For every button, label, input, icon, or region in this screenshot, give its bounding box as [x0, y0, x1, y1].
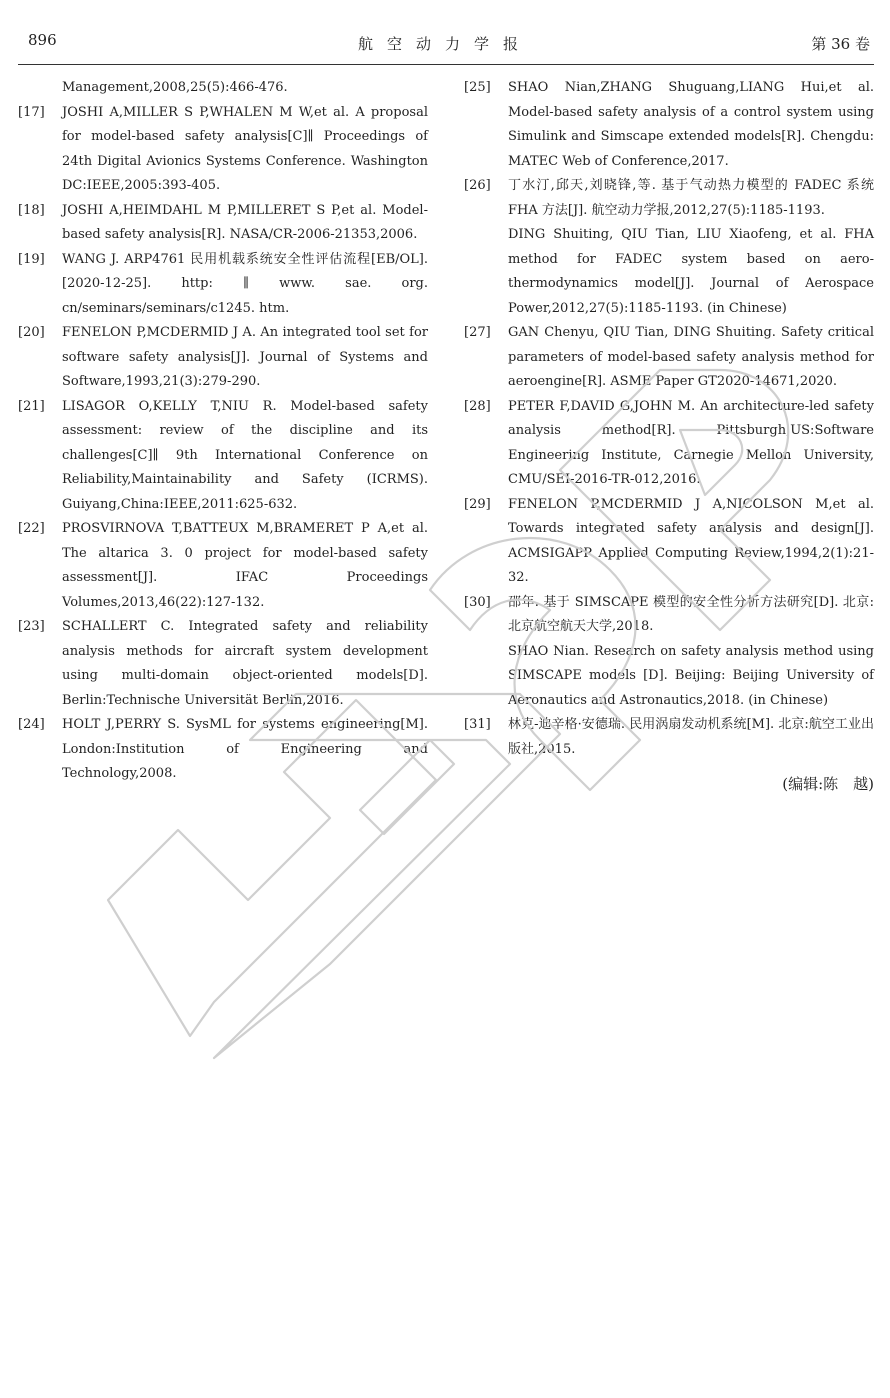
reference-text: PETER F,DAVID G,JOHN M. An architecture-led safety analysis method[R]. Pittsburgh,US:Software Engineering Institute, Carnegie Mellon University, CMU/SEI-2016-TR-012,2016.: [508, 398, 874, 487]
reference-translation: SHAO Nian. Research on safety analysis method using SIMSCAPE models [D]. Beijing: Beijing University of Aeronautics and Astronautics,2018. (in Chinese): [508, 643, 874, 708]
reference-number: [18]: [18, 202, 45, 218]
reference-24: [18, 713, 428, 787]
reference-29: [464, 493, 874, 591]
reference-text: LISAGOR O,KELLY T,NIU R. Model-based safety assessment: review of the discipline and its challenges[C]∥ 9th International Conference on Reliability,Maintainability and Safety (ICRMS). Guiyang,China:IEEE,2011:625-632.: [62, 398, 428, 512]
reference-17: [18, 101, 428, 199]
reference-22: [18, 517, 428, 615]
header-rule: [18, 64, 874, 65]
reference-text: FENELON P,MCDERMID J A,NICOLSON M,et al. Towards integrated safety analysis and design[J]. ACMSIGAPP Applied Computing Review,1994,2(1):21-32.: [508, 496, 874, 585]
reference-20: [18, 321, 428, 395]
left-reference-column: [18, 76, 428, 787]
reference-28: [464, 395, 874, 493]
reference-26: [464, 174, 874, 321]
reference-18: [18, 199, 428, 248]
reference-text: JOSHI A,HEIMDAHL M P,MILLERET S P,et al. Model-based safety analysis[R]. NASA/CR-2006-21353,2006.: [62, 202, 428, 242]
reference-27: [464, 321, 874, 395]
reference-text: WANG J. ARP4761 民用机载系统安全性评估流程[EB/OL]. [2020-12-25]. http: ∥ www. sae. org. cn/seminars/seminars/c1245. htm.: [62, 251, 428, 316]
journal-title: 航空动力学报: [357, 35, 532, 53]
reference-number: [29]: [464, 496, 491, 512]
reference-text: SHAO Nian,ZHANG Shuguang,LIANG Hui,et al. Model-based safety analysis of a control system using Simulink and Simscape extended models[R]. Chengdu: MATEC Web of Conference,2017.: [508, 80, 874, 169]
reference-25: [464, 76, 874, 174]
reference-text: FENELON P,MCDERMID J A. An integrated tool set for software safety analysis[J]. Journal of Systems and Software,1993,21(3):279-290.: [62, 325, 428, 389]
reference-text: 丁水汀,邱天,刘晓锋,等. 基于气动热力模型的 FADEC 系统 FHA 方法[J]. 航空动力学报,2012,27(5):1185-1193.: [508, 178, 874, 218]
reference-31: [464, 713, 874, 762]
editor-note: (编辑:陈 越): [782, 775, 874, 793]
reference-number: [17]: [18, 104, 45, 120]
reference-number: [21]: [18, 398, 45, 414]
reference-19: [18, 248, 428, 322]
page-header: [0, 0, 890, 66]
reference-text: GAN Chenyu, QIU Tian, DING Shuiting. Safety critical parameters of model-based safety analysis method for aeroengine[R]. ASME Paper GT2020-14671,2020.: [508, 325, 874, 389]
right-reference-column: [464, 76, 874, 797]
reference-number: [22]: [18, 521, 45, 536]
reference-text: JOSHI A,MILLER S P,WHALEN M W,et al. A proposal for model-based safety analysis[C]∥ Proceedings of 24th Digital Avionics Systems Conference. Washington DC:IEEE,2005:393-405.: [62, 104, 428, 193]
reference-translation: DING Shuiting, QIU Tian, LIU Xiaofeng, et al. FHA method for FADEC system based on aero-thermodynamics model[J]. Journal of Aerospace Power,2012,27(5):1185-1193. (in Chinese): [508, 227, 874, 316]
reference-text: PROSVIRNOVA T,BATTEUX M,BRAMERET P A,et al. The altarica 3. 0 project for model-based safety assessment[J]. IFAC Proceedings Volumes,2013,46(22):127-132.: [62, 521, 428, 610]
reference-number: [28]: [464, 398, 491, 414]
reference-text: 邵年. 基于 SIMSCAPE 模型的安全性分析方法研究[D]. 北京:北京航空航天大学,2018.: [508, 594, 874, 634]
reference-number: [25]: [464, 80, 491, 95]
reference-number: [27]: [464, 325, 491, 340]
reference-number: [31]: [464, 717, 491, 732]
reference-text: SCHALLERT C. Integrated safety and reliability analysis methods for aircraft system development using multi-domain object-oriented models[D]. Berlin:Technische Universität Berlin,2016.: [62, 619, 428, 708]
reference-21: [18, 395, 428, 518]
reference-number: [24]: [18, 717, 45, 732]
volume-label: 第 36 卷: [811, 35, 870, 53]
page-number: 896: [28, 31, 57, 49]
reference-text: HOLT J,PERRY S. SysML for systems engineering[M]. London:Institution of Engineering and Technology,2008.: [62, 717, 428, 781]
reference-number: [20]: [18, 325, 45, 340]
reference-23: [18, 615, 428, 713]
reference-number: [23]: [18, 619, 45, 634]
reference-number: [26]: [464, 178, 491, 193]
reference-30: [464, 591, 874, 714]
reference-number: [30]: [464, 594, 491, 610]
reference-continuation: Management,2008,25(5):466-476.: [62, 80, 288, 95]
reference-text: 林克-迪辛格·安德瑞. 民用涡扇发动机系统[M]. 北京:航空工业出版社,2015.: [508, 717, 874, 757]
reference-number: [19]: [18, 251, 45, 267]
